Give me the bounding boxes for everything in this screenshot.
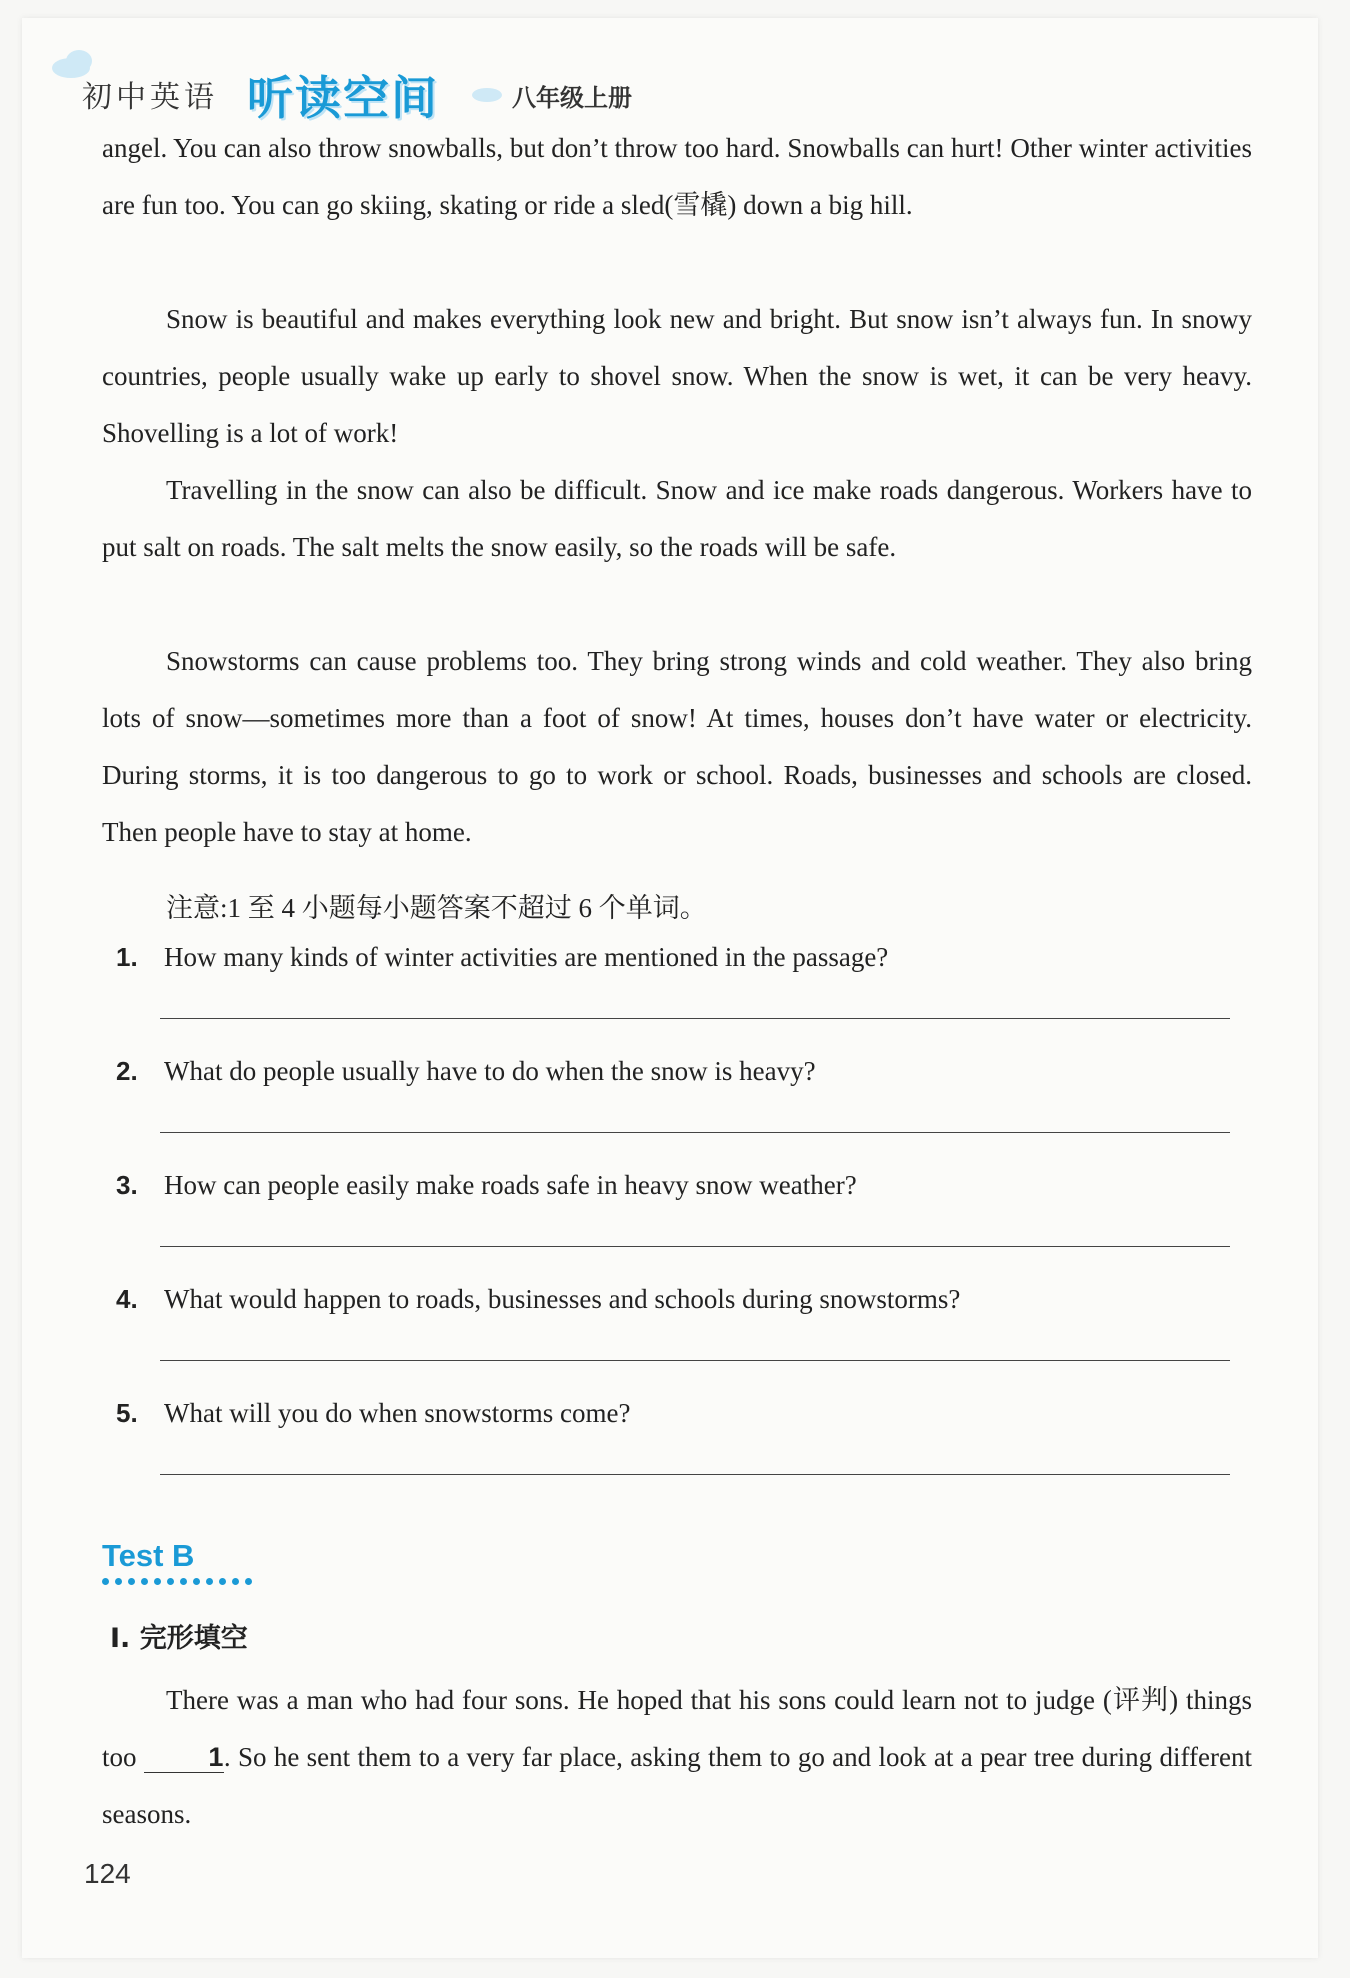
question-number: 4. (116, 1284, 138, 1314)
grade-label: 八年级上册 (512, 84, 632, 112)
cloze-text-start: There was a man who had four sons. He hoped that his sons could learn not to judge (评判) things too (102, 1685, 1252, 1772)
answer-line[interactable] (160, 1132, 1230, 1133)
question-text: What do people usually have to do when the snow is heavy? (164, 1056, 816, 1086)
page-number: 124 (84, 1858, 131, 1889)
question-text: What would happen to roads, businesses and schools during snowstorms? (164, 1284, 961, 1314)
cloze-blank-1[interactable]: 1 (144, 1742, 224, 1773)
question-number: 2. (116, 1056, 138, 1086)
passage-paragraph-3: Travelling in the snow can also be difficult. Snow and ice make roads dangerous. Workers have to put salt on roads. The salt melts the snow easily, so the roads will be safe. (102, 475, 1252, 562)
book-series-logo: 听读空间 (247, 71, 439, 125)
cloze-paragraph (102, 1672, 1252, 1843)
answer-line[interactable] (160, 1474, 1230, 1475)
passage-paragraph-2: Snow is beautiful and makes everything look new and bright. But snow isn’t always fun. In snowy countries, people usually wake up early to shovel snow. When the snow is wet, it can be very heavy. Shovelling is a lot of work! (102, 304, 1252, 448)
question-text: What will you do when snowstorms come? (164, 1398, 631, 1428)
cloud-decoration-icon (472, 88, 502, 102)
answer-line[interactable] (160, 1246, 1230, 1247)
question-5 (116, 1398, 1266, 1429)
page-header (52, 40, 952, 130)
cloze-text-end: . So he sent them to a very far place, asking them to go and look at a pear tree during different seasons. (102, 1742, 1252, 1829)
question-4 (116, 1284, 1266, 1315)
question-number: 3. (116, 1170, 138, 1200)
passage-paragraph-1: angel. You can also throw snowballs, but don’t throw too hard. Snowballs can hurt! Other winter activities are fun too. You can go skiing, skating or ride a sled(雪橇) down a big hill. (102, 133, 1252, 220)
question-number: 1. (116, 942, 138, 972)
title-dot-underline (102, 1578, 252, 1585)
question-1 (116, 942, 1266, 973)
question-number: 5. (116, 1398, 138, 1428)
cloud-decoration-icon (66, 50, 92, 72)
question-text: How can people easily make roads safe in heavy snow weather? (164, 1170, 857, 1200)
answer-note: 注意:1 至 4 小题每小题答案不超过 6 个单词。 (166, 893, 707, 923)
question-text: How many kinds of winter activities are mentioned in the passage? (164, 942, 889, 972)
test-b-title: Test B (102, 1538, 195, 1573)
book-series-prefix: 初中英语 (82, 80, 218, 115)
question-3 (116, 1170, 1266, 1201)
passage-paragraph-4: Snowstorms can cause problems too. They bring strong winds and cold weather. They also bring lots of snow—sometimes more than a foot of snow! At times, houses don’t have water or electricity. During storms, it is too dangerous to go to work or school. Roads, businesses and schools are closed. Then people have to stay at home. (102, 646, 1252, 847)
section-heading: Ⅰ. 完形填空 (110, 1623, 248, 1654)
workbook-page (22, 18, 1318, 1958)
answer-line[interactable] (160, 1360, 1230, 1361)
question-2 (116, 1056, 1266, 1087)
answer-line[interactable] (160, 1018, 1230, 1019)
